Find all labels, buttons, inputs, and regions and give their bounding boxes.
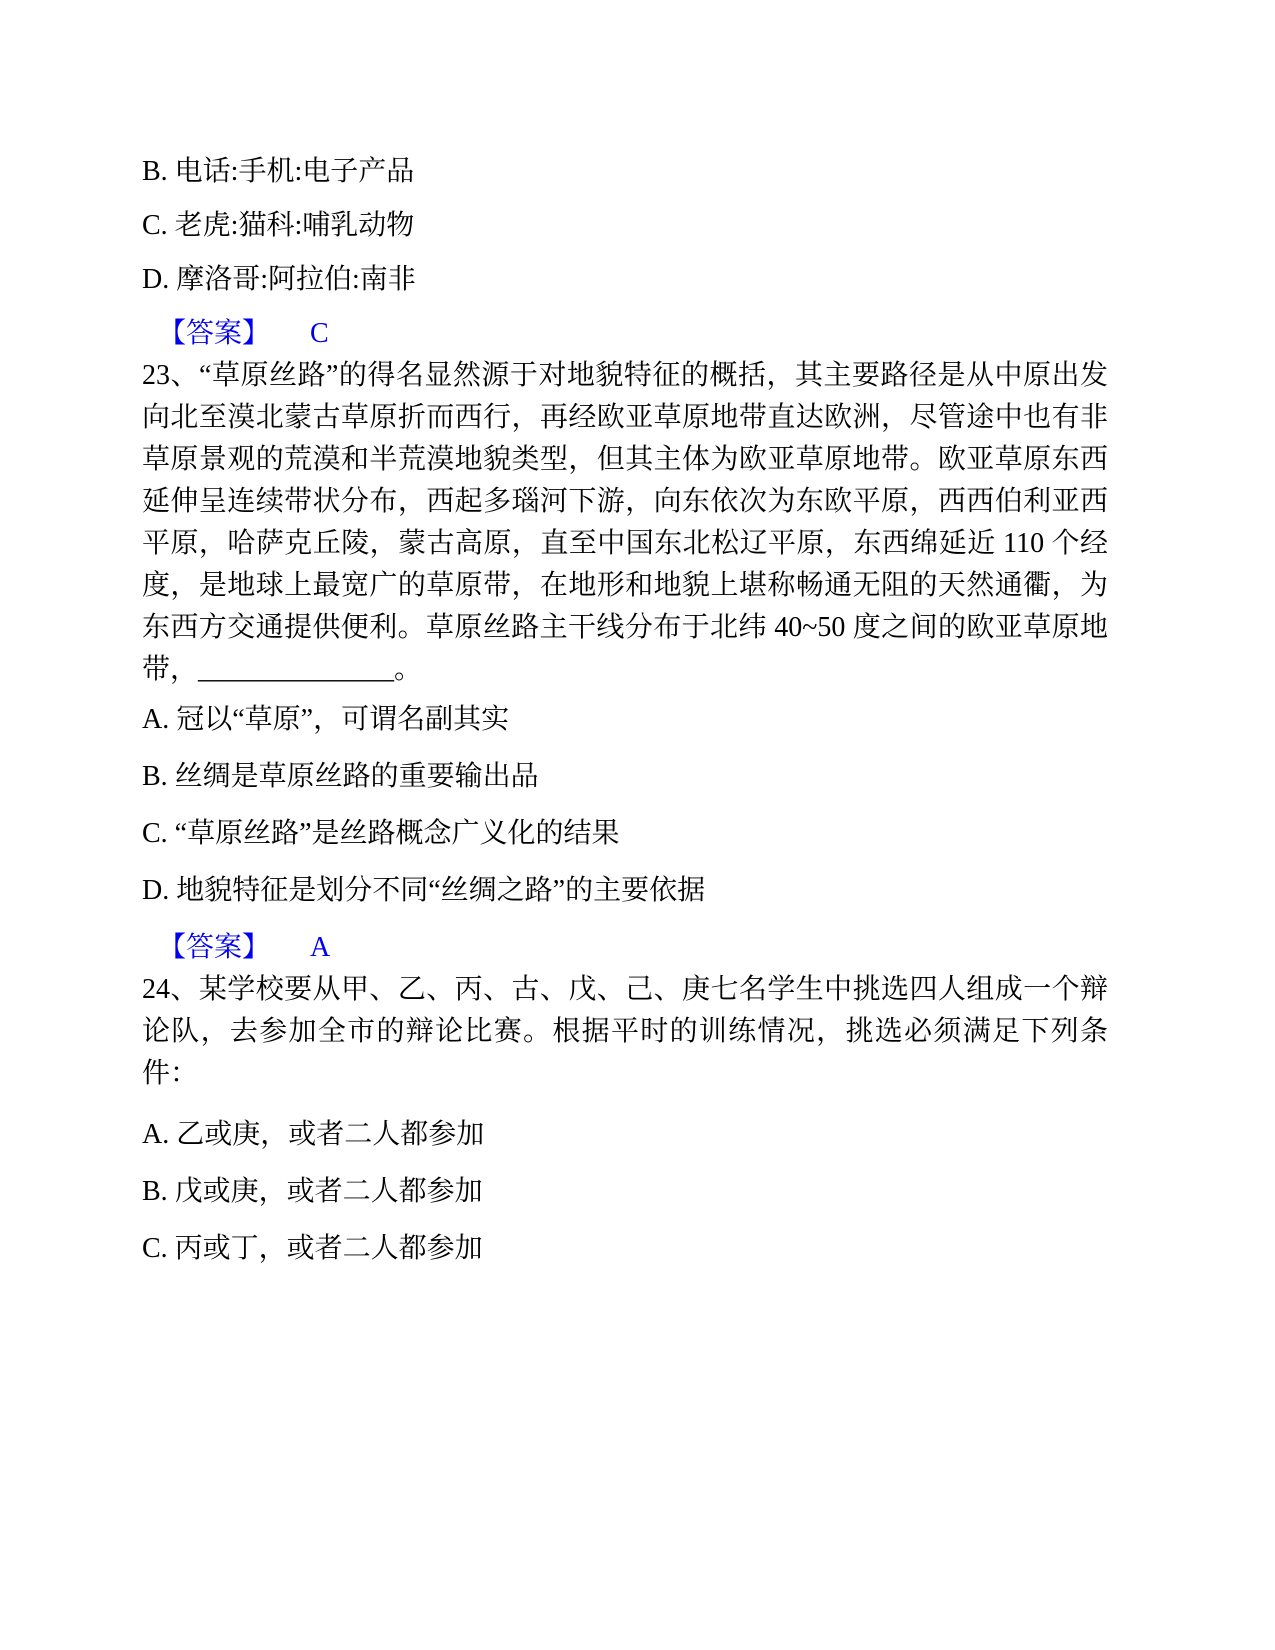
question-23-option-d: D. 地貌特征是划分不同“丝绸之路”的主要依据 <box>142 875 706 906</box>
question-22-option-b: B. 电话:手机:电子产品 <box>142 156 415 187</box>
question-24-option-a: A. 乙或庚，或者二人都参加 <box>142 1119 485 1150</box>
question-24-option-c: C. 丙或丁，或者二人都参加 <box>142 1233 483 1264</box>
question-23-stem: 23、“草原丝路”的得名显然源于对地貌特征的概括，其主要路径是从中原出发向北至漠北蒙古草原折而西行，再经欧亚草原地带直达欧洲，尽管途中也有非草原景观的荒漠和半荒漠地貌类型，但其主体为欧亚草原地带。欧亚草原东西延伸呈连续带状分布，西起多瑙河下游，向东依次为东欧平原，西西伯利亚西平原，哈萨克丘陵，蒙古高原，直至中国东北松辽平原，东西绵延近 110 个经度，是地球上最宽广的草原带，在地形和地貌上堪称畅通无阻的天然通衢，为东西方交通提供便利。草原丝路主干线分布于北纬 40~50 度之间的欧亚草原地带，______________。 <box>142 360 1108 685</box>
question-22-answer-label: 【答案】 <box>158 318 271 349</box>
page-content-column <box>142 0 1108 1285</box>
question-23-option-a: A. 冠以“草原”，可谓名副其实 <box>142 704 510 735</box>
question-23-option-c: C. “草原丝路”是丝路概念广义化的结果 <box>142 818 620 849</box>
question-24-option-b: B. 戊或庚，或者二人都参加 <box>142 1176 483 1207</box>
question-24-options <box>142 1114 1108 1270</box>
question-22-options <box>142 0 1108 301</box>
question-24-stem: 24、某学校要从甲、乙、丙、古、戊、己、庚七名学生中挑选四人组成一个辩论队，去参加全市的辩论比赛。根据平时的训练情况，挑选必须满足下列条件： <box>142 974 1108 1089</box>
question-23-answer-row <box>142 927 1108 969</box>
question-23-answer-label: 【答案】 <box>158 932 271 963</box>
question-23-options <box>142 699 1108 912</box>
question-23-option-b: B. 丝绸是草原丝路的重要输出品 <box>142 761 539 792</box>
question-23-answer-value: A <box>310 932 331 963</box>
question-22-option-c: C. 老虎:猫科:哺乳动物 <box>142 210 415 241</box>
question-22-answer-row <box>142 313 1108 355</box>
question-22-answer-value: C <box>310 318 329 349</box>
question-22-option-d: D. 摩洛哥:阿拉伯:南非 <box>142 264 416 295</box>
